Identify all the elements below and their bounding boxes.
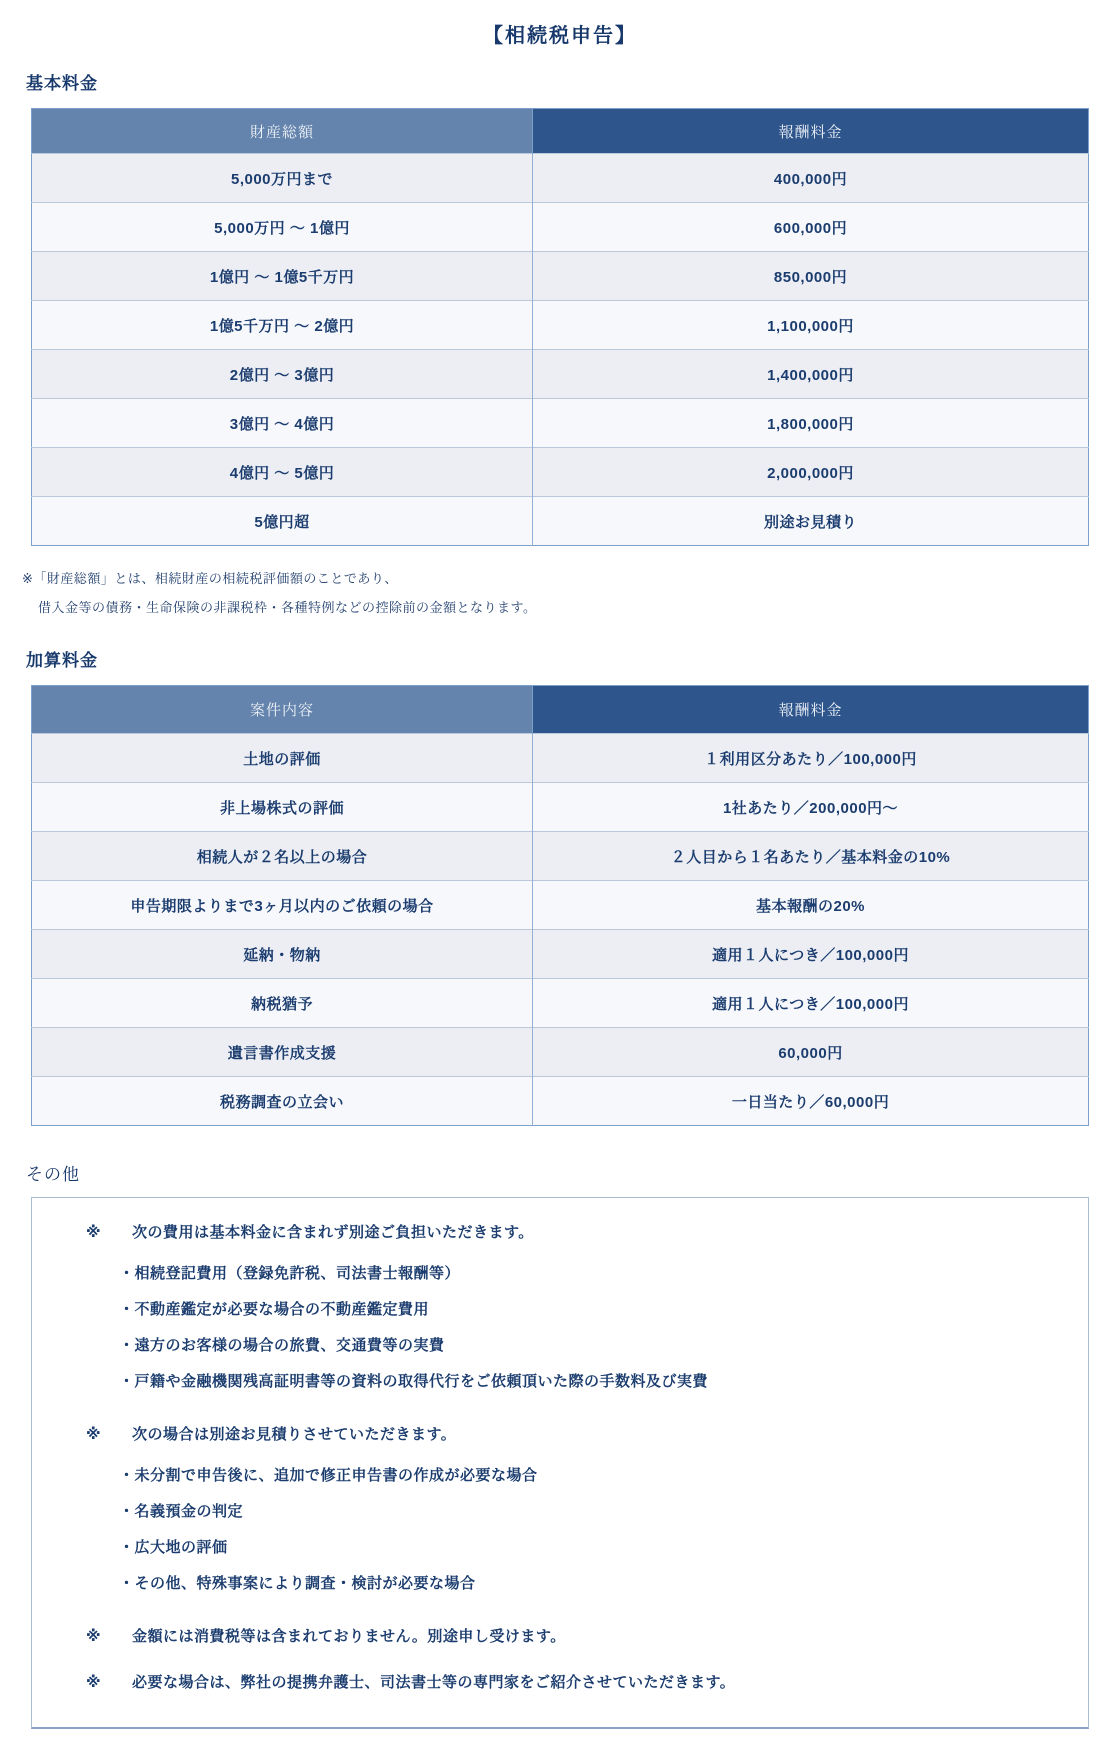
basic-fees-section	[0, 73, 1120, 622]
table-row	[32, 399, 1089, 448]
item-cell: 3億円 ～ 4億円	[32, 399, 533, 448]
table-row	[32, 252, 1089, 301]
fee-cell: 1,400,000円	[533, 350, 1089, 399]
note-lead-text: 必要な場合は、弊社の提携弁護士、司法書士等の専門家をご紹介させていただきます。	[132, 1674, 736, 1691]
note-group	[32, 1424, 1088, 1602]
fee-cell: 1,100,000円	[533, 301, 1089, 350]
table-row	[32, 301, 1089, 350]
item-cell: 延納・物納	[32, 930, 533, 979]
item-cell: 土地の評価	[32, 734, 533, 783]
note-line: ※「財産総額」とは、相続財産の相続税評価額のことであり、	[22, 571, 398, 586]
fee-cell: ２人目から１名あたり／基本料金の10%	[533, 832, 1089, 881]
fee-cell: 適用１人につき／100,000円	[533, 979, 1089, 1028]
table-row	[32, 350, 1089, 399]
table-row	[32, 930, 1089, 979]
note-item: ・戸籍や金融機関残高証明書等の資料の取得代行をご依頼頂いた際の手数料及び実費	[119, 1373, 709, 1390]
fee-cell: 1社あたり／200,000円～	[533, 783, 1089, 832]
asterisk-marker: ※	[86, 1628, 102, 1645]
fee-cell: 850,000円	[533, 252, 1089, 301]
table-row	[32, 881, 1089, 930]
table-header-row	[32, 109, 1089, 154]
table-header-row	[32, 686, 1089, 734]
table-row	[32, 979, 1089, 1028]
note-item: ・その他、特殊事案により調査・検討が必要な場合	[119, 1575, 476, 1592]
fee-cell: 別途お見積り	[533, 497, 1089, 546]
note-lead	[32, 1626, 1088, 1648]
item-cell: 4億円 ～ 5億円	[32, 448, 533, 497]
table-row	[32, 734, 1089, 783]
note-item: ・未分割で申告後に、追加で修正申告書の作成が必要な場合	[119, 1467, 538, 1484]
note-group	[32, 1626, 1088, 1648]
note-item: ・遠方のお客様の場合の旅費、交通費等の実費	[119, 1337, 445, 1354]
item-cell: 遺言書作成支援	[32, 1028, 533, 1077]
asterisk-marker: ※	[86, 1224, 102, 1241]
table-row	[32, 1028, 1089, 1077]
item-cell: 1億5千万円 ～ 2億円	[32, 301, 533, 350]
item-cell: 5,000万円まで	[32, 154, 533, 203]
table-row	[32, 497, 1089, 546]
asterisk-marker: ※	[86, 1426, 102, 1443]
fee-cell: 60,000円	[533, 1028, 1089, 1077]
column-header-case: 案件内容	[32, 686, 533, 734]
fee-cell: 基本報酬の20%	[533, 881, 1089, 930]
additional-fees-section	[0, 650, 1120, 1126]
note-item: ・不動産鑑定が必要な場合の不動産鑑定費用	[119, 1301, 430, 1318]
table-row	[32, 448, 1089, 497]
note-lead	[32, 1222, 1088, 1244]
fee-cell: 一日当たり／60,000円	[533, 1077, 1089, 1126]
asterisk-marker: ※	[86, 1674, 102, 1691]
note-line: 借入金等の債務・生命保険の非課税枠・各種特例などの控除前の金額となります。	[38, 600, 537, 615]
note-item-list	[32, 1256, 1088, 1400]
fee-cell: １利用区分あたり／100,000円	[533, 734, 1089, 783]
fee-cell: 600,000円	[533, 203, 1089, 252]
column-header-fee: 報酬料金	[533, 109, 1089, 154]
note-lead-text: 次の費用は基本料金に含まれず別途ご負担いただきます。	[132, 1224, 534, 1241]
item-cell: 1億円 ～ 1億5千万円	[32, 252, 533, 301]
note-lead	[32, 1424, 1088, 1446]
fee-cell: 400,000円	[533, 154, 1089, 203]
additional-fees-heading: 加算料金	[26, 651, 98, 670]
item-cell: 2億円 ～ 3億円	[32, 350, 533, 399]
additional-fees-table	[31, 685, 1089, 1126]
note-group	[32, 1222, 1088, 1400]
page-title: 【相続税申告】	[483, 25, 637, 47]
item-cell: 納税猶予	[32, 979, 533, 1028]
note-item-list	[32, 1458, 1088, 1602]
item-cell: 税務調査の立会い	[32, 1077, 533, 1126]
fee-cell: 2,000,000円	[533, 448, 1089, 497]
note-item: ・相続登記費用（登録免許税、司法書士報酬等）	[119, 1265, 461, 1282]
item-cell: 相続人が２名以上の場合	[32, 832, 533, 881]
note-lead	[32, 1672, 1088, 1694]
note-item: ・広大地の評価	[119, 1539, 228, 1556]
note-group	[32, 1672, 1088, 1694]
note-lead-text: 次の場合は別途お見積りさせていただきます。	[132, 1426, 457, 1443]
item-cell: 非上場株式の評価	[32, 783, 533, 832]
item-cell: 申告期限よりまで3ヶ月以内のご依頼の場合	[32, 881, 533, 930]
other-heading: その他	[26, 1165, 80, 1184]
assets-definition-note	[22, 564, 1120, 622]
table-row	[32, 154, 1089, 203]
basic-fees-heading: 基本料金	[26, 74, 98, 93]
note-lead-text: 金額には消費税等は含まれておりません。別途申し受けます。	[132, 1628, 566, 1645]
table-row	[32, 783, 1089, 832]
item-cell: 5億円超	[32, 497, 533, 546]
fee-cell: 1,800,000円	[533, 399, 1089, 448]
table-row	[32, 832, 1089, 881]
column-header-assets: 財産総額	[32, 109, 533, 154]
table-row	[32, 1077, 1089, 1126]
note-item: ・名義預金の判定	[119, 1503, 244, 1520]
basic-fees-table	[31, 108, 1089, 546]
fee-cell: 適用１人につき／100,000円	[533, 930, 1089, 979]
column-header-fee: 報酬料金	[533, 686, 1089, 734]
other-section	[0, 1164, 1120, 1729]
other-notes-box	[31, 1197, 1089, 1729]
table-row	[32, 203, 1089, 252]
item-cell: 5,000万円 ～ 1億円	[32, 203, 533, 252]
